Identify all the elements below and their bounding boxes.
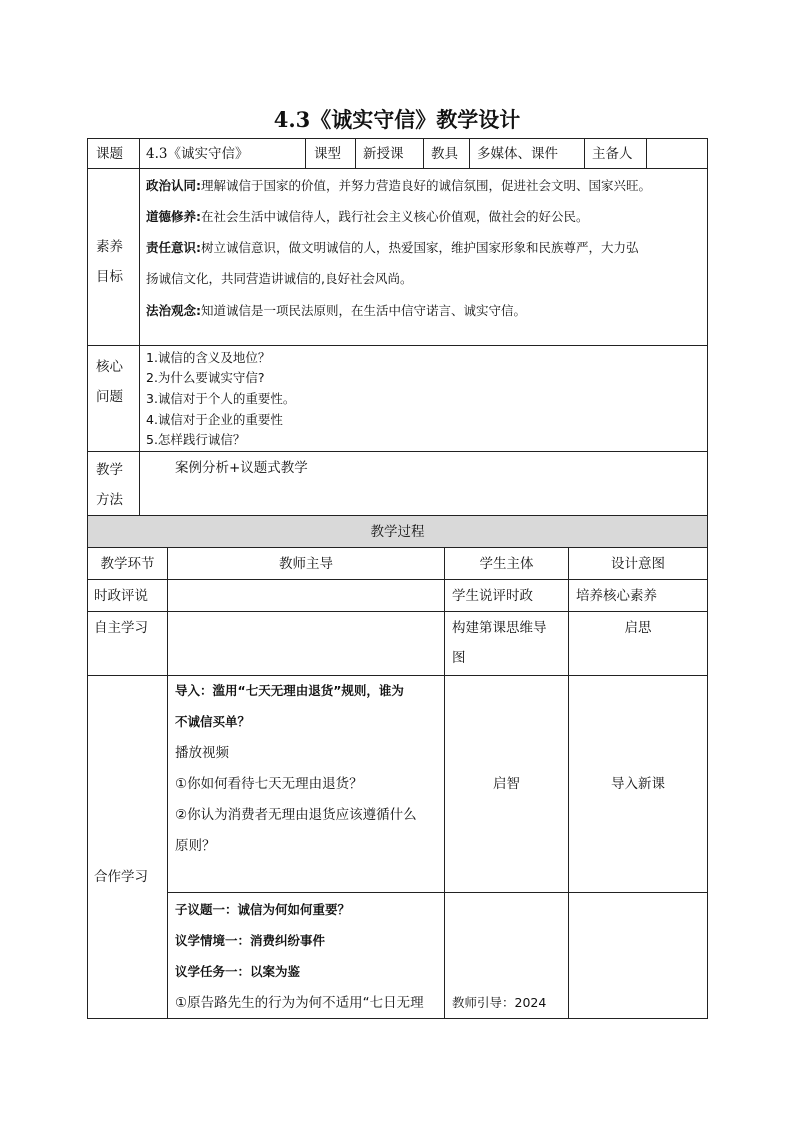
row3-q2-line2: 原则？ [175, 838, 216, 854]
row1-intent: 培养核心素养 [576, 588, 657, 604]
row3-q1: ①你如何看待七天无理由退货？ [175, 776, 363, 792]
header-student: 学生主体 [479, 556, 534, 572]
row2-stage: 自主学习 [94, 620, 148, 636]
row3-intro-2: 不诚信买单？ [175, 714, 251, 729]
row4-student: 教师引导：2024 [452, 995, 547, 1010]
row4-q1: ①原告路先生的行为为何不适用“七日无理 [175, 995, 424, 1011]
row4-topic: 子议题一：诚信为何如何重要？ [175, 902, 351, 917]
row1-student: 学生说评时政 [452, 588, 533, 604]
core-question-1: 1.诚信的含义及地位？ [146, 350, 271, 365]
literacy-item-responsibility: 责任意识:树立诚信意识，做文明诚信的人，热爱国家，维护国家形象和民族尊严，大力弘 [146, 240, 639, 255]
row4-task: 议学任务一：以案为鉴 [175, 964, 301, 979]
owner-label: 主备人 [592, 146, 633, 162]
row2-intent: 启思 [624, 620, 652, 636]
row2-student-2: 图 [452, 650, 466, 666]
row3-q2-line1: ②你认为消费者无理由退货应该遵循什么 [175, 807, 417, 823]
header-teacher: 教师主导 [279, 556, 333, 572]
method-label-1: 教学 [96, 462, 123, 478]
core-label-1: 核心 [96, 359, 123, 375]
row3-student: 启智 [493, 776, 520, 792]
tools-value: 多媒体、课件 [477, 146, 558, 162]
tools-label: 教具 [431, 146, 458, 162]
row1-stage: 时政评说 [94, 588, 148, 604]
literacy-item-law: 法治观念:知道诚信是一项民法原则，在生活中信守诺言、诚实守信。 [146, 303, 527, 318]
process-title: 教学过程 [370, 524, 425, 540]
core-question-2: 2.为什么要诚实守信? [146, 370, 265, 385]
row2-student-1: 构建第课思维导 [452, 620, 547, 636]
method-label-2: 方法 [96, 492, 123, 508]
literacy-item-moral: 道德修养:在社会生活中诚信待人，践行社会主义核心价值观，做社会的好公民。 [146, 209, 589, 224]
core-question-5: 5.怎样践行诚信？ [146, 432, 246, 447]
literacy-label-1: 素养 [96, 239, 123, 255]
header-intent: 设计意图 [611, 556, 665, 572]
literacy-item-political: 政治认同:理解诚信于国家的价值，并努力营造良好的诚信氛围，促进社会文明、国家兴旺。 [146, 178, 652, 193]
core-label-2: 问题 [96, 389, 123, 405]
topic-label: 课题 [96, 146, 123, 162]
row3-stage: 合作学习 [94, 869, 148, 885]
type-value: 新授课 [363, 146, 404, 162]
row3-video: 播放视频 [175, 745, 229, 761]
core-question-4: 4.诚信对于企业的重要性 [146, 412, 283, 427]
method-value: 案例分析+议题式教学 [175, 460, 308, 476]
core-question-3: 3.诚信对于个人的重要性。 [146, 391, 296, 406]
row3-intent: 导入新课 [611, 776, 665, 792]
type-label: 课型 [314, 146, 341, 162]
header-stage: 教学环节 [100, 556, 155, 572]
page-title: 4.3《诚实守信》教学设计 [273, 107, 521, 132]
row3-intro-1: 导入：滥用“七天无理由退货”规则，谁为 [175, 683, 404, 698]
literacy-item-responsibility-cont: 扬诚信文化，共同营造讲诚信的,良好社会风尚。 [146, 271, 413, 286]
literacy-label-2: 目标 [96, 269, 123, 285]
row4-context: 议学情境一：消费纠纷事件 [175, 933, 326, 948]
topic-value: 4.3《诚实守信》 [146, 146, 249, 162]
